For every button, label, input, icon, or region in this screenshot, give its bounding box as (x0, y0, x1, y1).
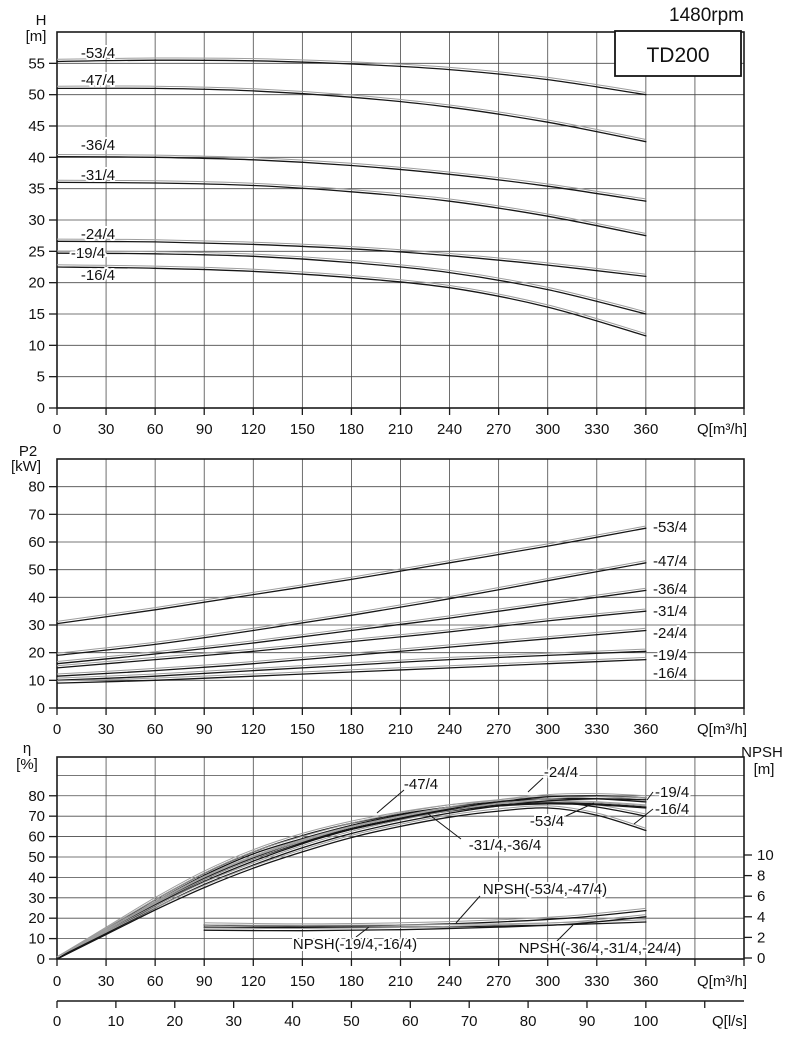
npsh-tick-label: 6 (757, 888, 766, 906)
generated-chart-layers (28, 32, 773, 1030)
y-tick-label: 25 (28, 243, 45, 261)
y-tick-label: 0 (36, 400, 45, 417)
curve-label: -53/4 (80, 45, 116, 62)
ls-tick-label: 20 (166, 1013, 184, 1030)
x-tick-label: 150 (289, 421, 315, 438)
x-tick-label: 120 (240, 721, 266, 738)
ls-tick-label: 0 (52, 1013, 62, 1030)
y-tick-label: 10 (28, 672, 45, 690)
x-tick-label: 120 (240, 421, 266, 438)
curve-label: -47/4 (80, 72, 116, 89)
x-tick-label: 30 (97, 421, 115, 438)
y-tick-label: 50 (28, 848, 45, 866)
x-tick-label: 330 (584, 973, 610, 990)
x-tick-label: 300 (535, 421, 561, 438)
ls-tick-label: 70 (460, 1013, 478, 1030)
x-tick-label: 300 (535, 721, 561, 738)
y-tick-label: 60 (28, 534, 45, 551)
x-tick-label: 90 (195, 973, 213, 990)
curve-label: -53/4 (653, 519, 688, 536)
y-tick-label: 30 (28, 617, 45, 634)
x-tick-label: 180 (338, 721, 364, 738)
npsh-tick-label: 0 (757, 950, 766, 967)
x-tick-label: 300 (535, 973, 561, 990)
y-tick-label: 20 (28, 644, 45, 662)
x-tick-label: 0 (52, 973, 62, 990)
curve-label: -16/4 (653, 665, 688, 682)
y-tick-label: 55 (28, 55, 45, 73)
label-leader-line (456, 896, 480, 923)
efficiency-axis-unit: [%] (16, 756, 38, 773)
y-tick-label: 20 (28, 274, 45, 292)
efficiency-axis-title: η (22, 740, 32, 757)
curve-label: -24/4 (543, 764, 579, 781)
x-tick-label: 330 (584, 421, 610, 438)
flow-unit-label: Q[m³/h] (696, 721, 747, 738)
x-tick-label: 60 (146, 421, 164, 438)
curve-label: -47/4 (653, 553, 688, 570)
model-badge-label: TD200 (646, 44, 710, 67)
y-tick-label: 80 (28, 787, 45, 805)
x-tick-label: 150 (289, 721, 315, 738)
x-tick-label: 180 (338, 421, 364, 438)
npsh-tick-label: 10 (757, 847, 774, 864)
y-tick-label: 60 (28, 828, 45, 846)
y-tick-label: 35 (28, 180, 45, 198)
curve-label: -36/4 (653, 581, 688, 598)
x-tick-label: 210 (387, 973, 414, 990)
y-tick-label: 5 (36, 368, 45, 386)
curve-label: -19/4 (653, 647, 688, 664)
curve-label: -16/4 (655, 801, 690, 818)
x-tick-label: 360 (633, 721, 659, 738)
rpm-label: 1480rpm (669, 5, 744, 26)
ls-tick-label: 30 (225, 1013, 243, 1030)
x-tick-label: 360 (633, 973, 659, 990)
ls-tick-label: 90 (578, 1013, 596, 1030)
curve-label: -19/4 (655, 784, 690, 801)
y-tick-label: 40 (28, 589, 45, 607)
curve-label: -19/4 (70, 245, 106, 262)
label-leader-line (427, 813, 461, 839)
y-tick-label: 10 (28, 930, 45, 948)
y-tick-label: 0 (36, 700, 45, 717)
curve-label: -16/4 (80, 267, 116, 284)
label-leader-line (377, 790, 404, 813)
ls-tick-label: 100 (633, 1013, 659, 1030)
x-tick-label: 90 (195, 721, 213, 738)
flow-unit-label: Q[m³/h] (696, 973, 747, 990)
y-tick-label: 40 (28, 149, 45, 167)
y-tick-label: 30 (28, 889, 45, 907)
head-axis-title: H (35, 12, 47, 29)
curve-label: -31/4,-36/4 (468, 837, 542, 854)
npsh-tick-label: 4 (757, 908, 766, 926)
x-tick-label: 0 (52, 421, 62, 438)
x-tick-label: 240 (437, 421, 463, 438)
head-axis-unit: [m] (25, 28, 47, 45)
model-badge (615, 31, 741, 76)
ls-unit-label: Q[l/s] (711, 1013, 747, 1030)
y-tick-label: 0 (36, 951, 45, 968)
curve-label: -47/4 (403, 776, 439, 793)
x-tick-label: 270 (486, 421, 512, 438)
curve-label: NPSH(-19/4,-16/4) (292, 936, 418, 953)
power-axis-title: P2 (18, 443, 38, 460)
y-tick-label: 20 (28, 910, 45, 928)
x-tick-label: 30 (97, 973, 115, 990)
ls-tick-label: 10 (107, 1013, 125, 1030)
curve-label: NPSH(-36/4,-31/4,-24/4) (518, 940, 682, 957)
x-tick-label: 330 (584, 721, 610, 738)
y-tick-label: 10 (28, 337, 45, 355)
y-tick-label: 50 (28, 561, 45, 579)
curve-label: -24/4 (653, 625, 688, 642)
curve-label: NPSH(-53/4,-47/4) (482, 881, 608, 898)
label-leader-line (528, 778, 543, 792)
y-tick-label: 70 (28, 506, 45, 524)
x-tick-label: 60 (146, 721, 164, 738)
npsh-axis-title: NPSH (741, 744, 783, 761)
x-tick-label: 180 (338, 973, 364, 990)
npsh-tick-label: 8 (757, 867, 766, 885)
x-tick-label: 210 (387, 721, 414, 738)
x-tick-label: 240 (437, 721, 463, 738)
npsh-tick-label: 2 (757, 929, 766, 947)
curve-label: -31/4 (653, 603, 688, 620)
curve-label: -36/4 (80, 137, 116, 154)
y-tick-label: 40 (28, 869, 45, 887)
curve-label: -24/4 (80, 226, 116, 243)
x-tick-label: 240 (437, 973, 463, 990)
curve-label: -53/4 (529, 813, 565, 830)
y-tick-label: 45 (28, 118, 45, 135)
flow-unit-label: Q[m³/h] (696, 421, 747, 438)
x-tick-label: 270 (486, 973, 512, 990)
ls-tick-label: 50 (343, 1013, 360, 1030)
ls-tick-label: 60 (401, 1013, 419, 1030)
x-tick-label: 0 (52, 721, 62, 738)
x-tick-label: 90 (195, 421, 213, 438)
y-tick-label: 15 (28, 306, 45, 323)
ls-tick-label: 40 (284, 1013, 301, 1030)
x-tick-label: 150 (289, 973, 315, 990)
x-tick-label: 120 (240, 973, 266, 990)
y-tick-label: 50 (28, 86, 45, 104)
y-tick-label: 80 (28, 478, 45, 496)
power-axis-unit: [kW] (11, 458, 41, 475)
x-tick-label: 210 (387, 421, 414, 438)
y-tick-label: 30 (28, 212, 45, 229)
ls-tick-label: 80 (519, 1013, 537, 1030)
y-tick-label: 70 (28, 808, 45, 826)
npsh-axis-unit: [m] (753, 761, 775, 778)
x-tick-label: 270 (486, 721, 512, 738)
x-tick-label: 60 (146, 973, 164, 990)
x-tick-label: 30 (97, 721, 115, 738)
x-tick-label: 360 (633, 421, 659, 438)
curve-label: -31/4 (80, 167, 116, 184)
